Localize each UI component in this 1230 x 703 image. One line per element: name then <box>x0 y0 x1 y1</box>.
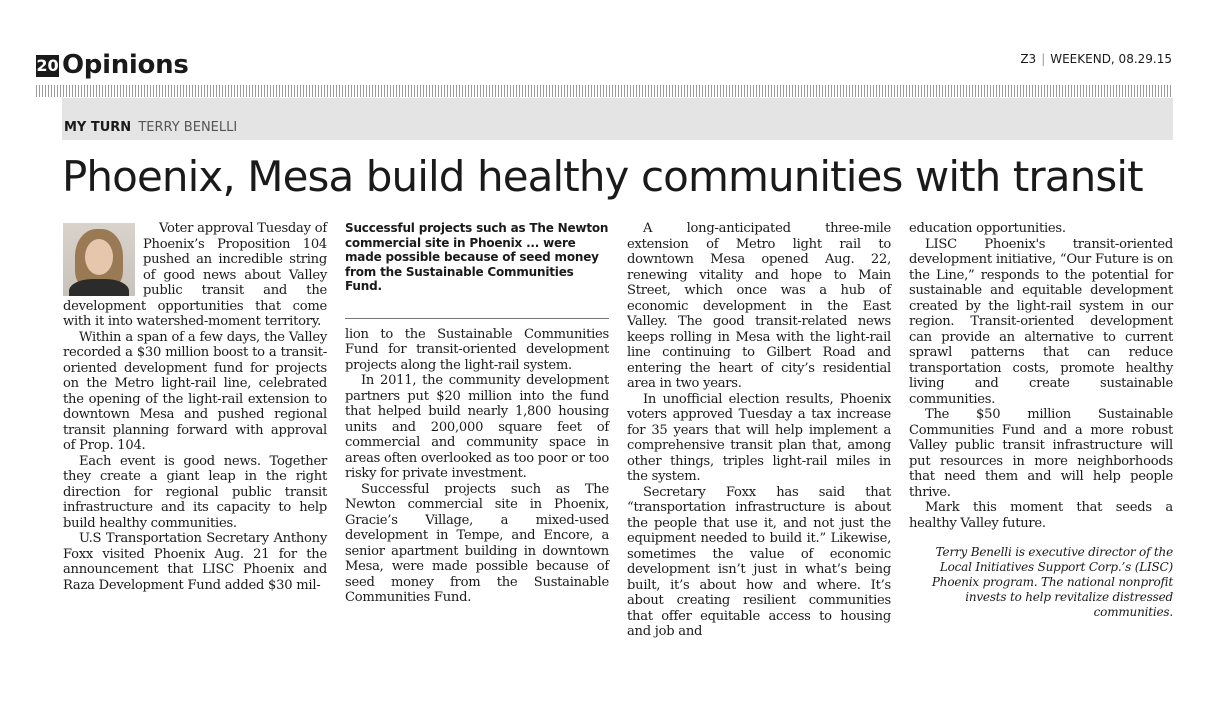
paragraph: Mark this moment that seeds a healthy Valley future. <box>909 500 1173 531</box>
paragraph: education opportunities. <box>909 221 1066 236</box>
dateline-separator: | <box>1041 52 1046 66</box>
dateline-page: Z3 <box>1020 52 1037 66</box>
paragraph: LISC Phoenix's transit-oriented development initiative, “Our Future is on the Line,” responds to the potential for sustainable and equitable development created by the light-rail system in our region. Transit-oriented development can provide an alternative to current sprawl patterns that can reduce transportation costs, promote healthy living and create sustainable communities. <box>909 236 1173 407</box>
article-column-3 <box>627 221 891 640</box>
paragraph: Secretary Foxx has said that “transportation infrastructure is about the people that use it, and not just the equipment needed to build it.” Likewise, sometimes the value of economic development isn’t just in what’s being built, it’s about how and where. It’s about creating resilient communities that offer equitable access to housing and job and <box>627 484 891 639</box>
paragraph: A long-anticipated three-mile extension of Metro light rail to downtown Mesa opened Aug. 22, renewing vitality and hope to Main Street, which once was a hub of economic development in the East Valley. The good transit-related news keeps rolling in Mesa with the light-rail line continuing to Gilbert Road and entering the heart of city’s residential area in two years. <box>627 221 891 391</box>
pull-quote-rule <box>345 318 609 319</box>
paragraph: Successful projects such as The Newton commercial site in Phoenix, Gracie’s Village, a mixed-used development in Tempe, and Encore, a senior apartment building in downtown Mesa, were made possible because of seed money from the Sustainable Communities Fund. <box>345 481 609 605</box>
page-number: 20 <box>36 56 59 75</box>
kicker <box>64 120 237 136</box>
article-column-1 <box>63 221 327 593</box>
hatched-rule <box>36 85 1173 97</box>
paragraph: Each event is good news. Together they create a giant leap in the right direction for regional public transit infrastructure and its capacity to help build healthy communities. <box>63 453 327 531</box>
pull-quote: Successful projects such as The Newton commercial site in Phoenix ... were made possible because of seed money from the Sustainable Communities Fund. <box>345 221 609 293</box>
paragraph: lion to the Sustainable Communities Fund for transit-oriented development projects along the light-rail system. <box>345 326 609 373</box>
article-column-2 <box>345 221 609 606</box>
kicker-label: MY TURN <box>64 120 132 135</box>
dateline-date: WEEKEND, 08.29.15 <box>1050 52 1172 66</box>
article-column-4 <box>909 221 1173 620</box>
dateline <box>1020 51 1172 67</box>
section-title: Opinions <box>62 50 189 80</box>
author-photo <box>63 223 135 296</box>
paragraph: Within a span of a few days, the Valley recorded a $30 million boost to a transit-oriented development fund for projects on the Metro light-rail line, celebrated the opening of the light-rail extension to downtown Mesa and pushed regional transit planning forward with approval of Prop. 104. <box>63 329 327 453</box>
paragraph: In 2011, the community development partners put $20 million into the fund that helped build nearly 1,800 housing units and 200,000 square feet of commercial and community space in areas often overlooked as too poor or too risky for private investment. <box>345 373 609 481</box>
paragraph: U.S Transportation Secretary Anthony Foxx visited Phoenix Aug. 21 for the announcement that LISC Phoenix and Raza Development Fund added $30 mil- <box>63 531 327 593</box>
author-bio: Terry Benelli is executive director of the Local Initiatives Support Corp.’s (LISC) Phoenix program. The national nonprofit invests to help revitalize distressed communities. <box>931 545 1173 619</box>
paragraph: The $50 million Sustainable Communities Fund and a more robust Valley public transit infrastructure will put resources in more neighborhoods that need them and will help people thrive. <box>909 407 1173 500</box>
paragraph: In unofficial election results, Phoenix voters approved Tuesday a tax increase for 35 years that will help implement a comprehensive transit plan that, among other things, triples light-rail miles in the system. <box>627 391 891 484</box>
kicker-author: TERRY BENELLI <box>138 120 238 135</box>
paragraph: Voter approval Tuesday of Phoenix’s Proposition 104 pushed an incredible string of good news about Valley public transit and the development opportunities that come with it into watershed-moment territory. <box>63 221 327 329</box>
headline: Phoenix, Mesa build healthy communities with transit <box>62 152 1143 201</box>
